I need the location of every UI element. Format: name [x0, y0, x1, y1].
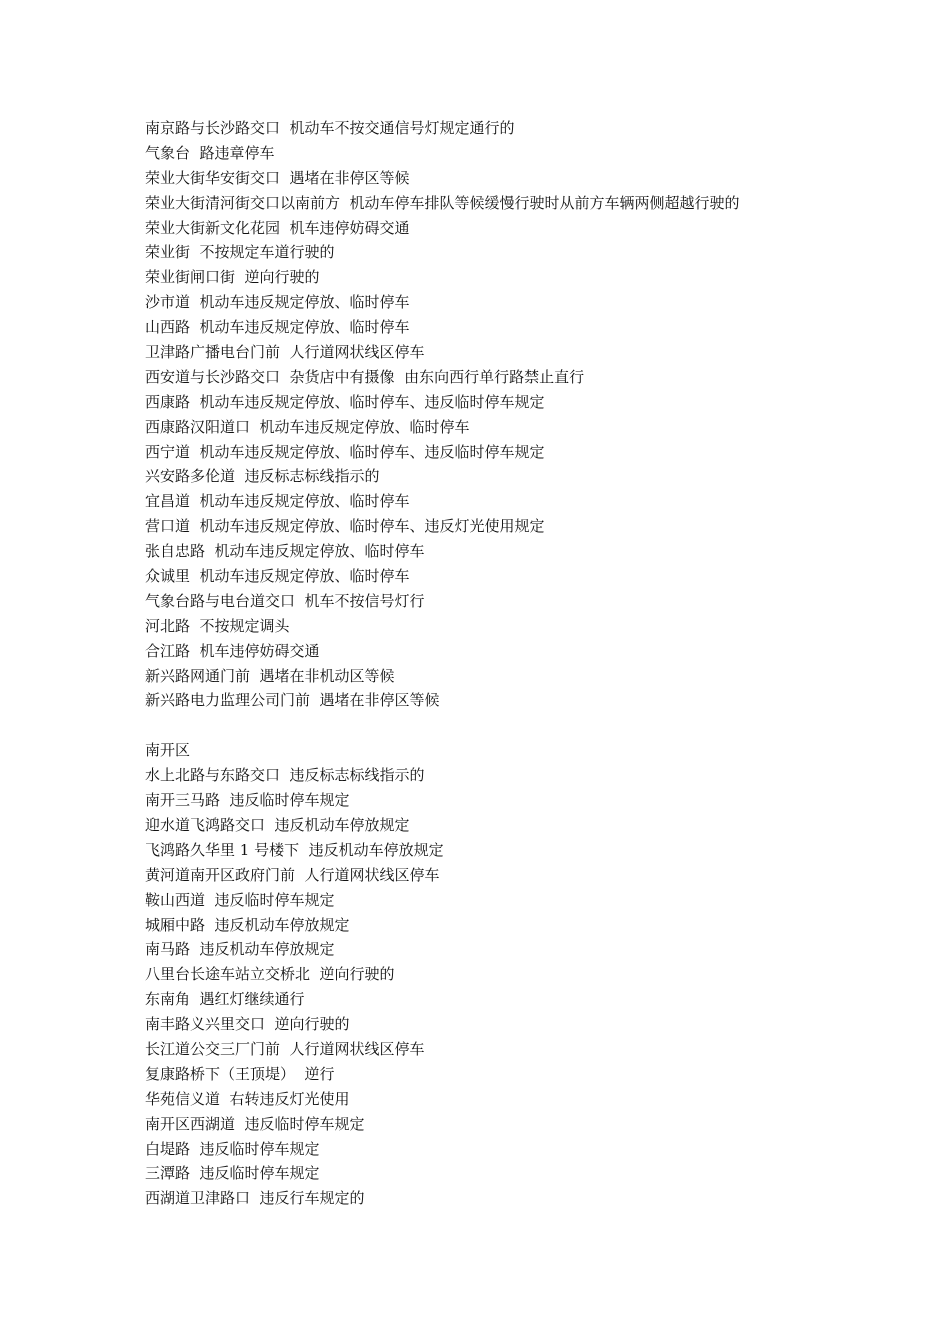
violation-line: 水上北路与东路交口 违反标志标线指示的 — [145, 766, 425, 785]
violation-line: 西宁道 机动车违反规定停放、临时停车、违反临时停车规定 — [145, 442, 545, 461]
road-violation-list-2 — [145, 763, 925, 1211]
violation-line: 荣业大街华安街交口 遇堵在非停区等候 — [145, 168, 410, 187]
violation-line: 飞鸿路久华里 1 号楼下 违反机动车停放规定 — [145, 840, 444, 859]
violation-line: 张自忠路 机动车违反规定停放、临时停车 — [145, 542, 425, 561]
violation-line: 河北路 不按规定调头 — [145, 616, 290, 635]
violation-line: 八里台长途车站立交桥北 逆向行驶的 — [145, 965, 395, 984]
violation-line: 荣业大街新文化花园 机车违停妨碍交通 — [145, 218, 410, 237]
violation-line: 新兴路网通门前 遇堵在非机动区等候 — [145, 666, 395, 685]
violation-line: 南丰路义兴里交口 逆向行驶的 — [145, 1015, 350, 1034]
violation-line: 复康路桥下（王顶堤） 逆行 — [145, 1064, 335, 1083]
violation-line: 南开区西湖道 违反临时停车规定 — [145, 1114, 365, 1133]
violation-line: 营口道 机动车违反规定停放、临时停车、违反灯光使用规定 — [145, 517, 545, 536]
violation-line: 卫津路广播电台门前 人行道网状线区停车 — [145, 343, 425, 362]
violation-line: 合江路 机车违停妨碍交通 — [145, 641, 320, 660]
violation-line: 城厢中路 违反机动车停放规定 — [145, 915, 350, 934]
violation-line: 西康路 机动车违反规定停放、临时停车、违反临时停车规定 — [145, 392, 545, 411]
violation-line: 华苑信义道 右转违反灯光使用 — [145, 1089, 350, 1108]
violation-line: 气象台 路违章停车 — [145, 143, 275, 162]
blank-line — [145, 713, 925, 738]
violation-line: 三潭路 违反临时停车规定 — [145, 1164, 320, 1183]
violation-line: 白堤路 违反临时停车规定 — [145, 1139, 320, 1158]
violation-line: 西康路汉阳道口 机动车违反规定停放、临时停车 — [145, 417, 470, 436]
violation-line: 沙市道 机动车违反规定停放、临时停车 — [145, 293, 410, 312]
violation-line: 迎水道飞鸿路交口 违反机动车停放规定 — [145, 815, 410, 834]
violation-line: 宜昌道 机动车违反规定停放、临时停车 — [145, 492, 410, 511]
violation-line: 南开三马路 违反临时停车规定 — [145, 791, 350, 810]
violation-line: 黄河道南开区政府门前 人行道网状线区停车 — [145, 865, 440, 884]
violation-line: 南马路 违反机动车停放规定 — [145, 940, 335, 959]
violation-line: 气象台路与电台道交口 机车不按信号灯行 — [145, 591, 425, 610]
road-violation-list-1 — [145, 116, 925, 713]
violation-line: 鞍山西道 违反临时停车规定 — [145, 890, 335, 909]
violation-line: 长江道公交三厂门前 人行道网状线区停车 — [145, 1039, 425, 1058]
violation-line: 西湖道卫津路口 违反行车规定的 — [145, 1189, 365, 1208]
document-page — [145, 116, 925, 1211]
violation-line: 荣业街 不按规定车道行驶的 — [145, 243, 335, 262]
violation-line: 兴安路多伦道 违反标志标线指示的 — [145, 467, 380, 486]
violation-line: 西安道与长沙路交口 杂货店中有摄像 由东向西行单行路禁止直行 — [145, 367, 585, 386]
section-title-nankai: 南开区 — [145, 741, 191, 760]
violation-line: 荣业大街清河街交口以南前方 机动车停车排队等候缓慢行驶时从前方车辆两侧超越行驶的 — [145, 193, 740, 212]
violation-line: 荣业街闸口街 逆向行驶的 — [145, 268, 320, 287]
violation-line: 东南角 遇红灯继续通行 — [145, 990, 305, 1009]
violation-line: 山西路 机动车违反规定停放、临时停车 — [145, 318, 410, 337]
violation-line: 众诚里 机动车违反规定停放、临时停车 — [145, 567, 410, 586]
violation-line: 新兴路电力监理公司门前 遇堵在非停区等候 — [145, 691, 440, 710]
violation-line: 南京路与长沙路交口 机动车不按交通信号灯规定通行的 — [145, 119, 515, 137]
